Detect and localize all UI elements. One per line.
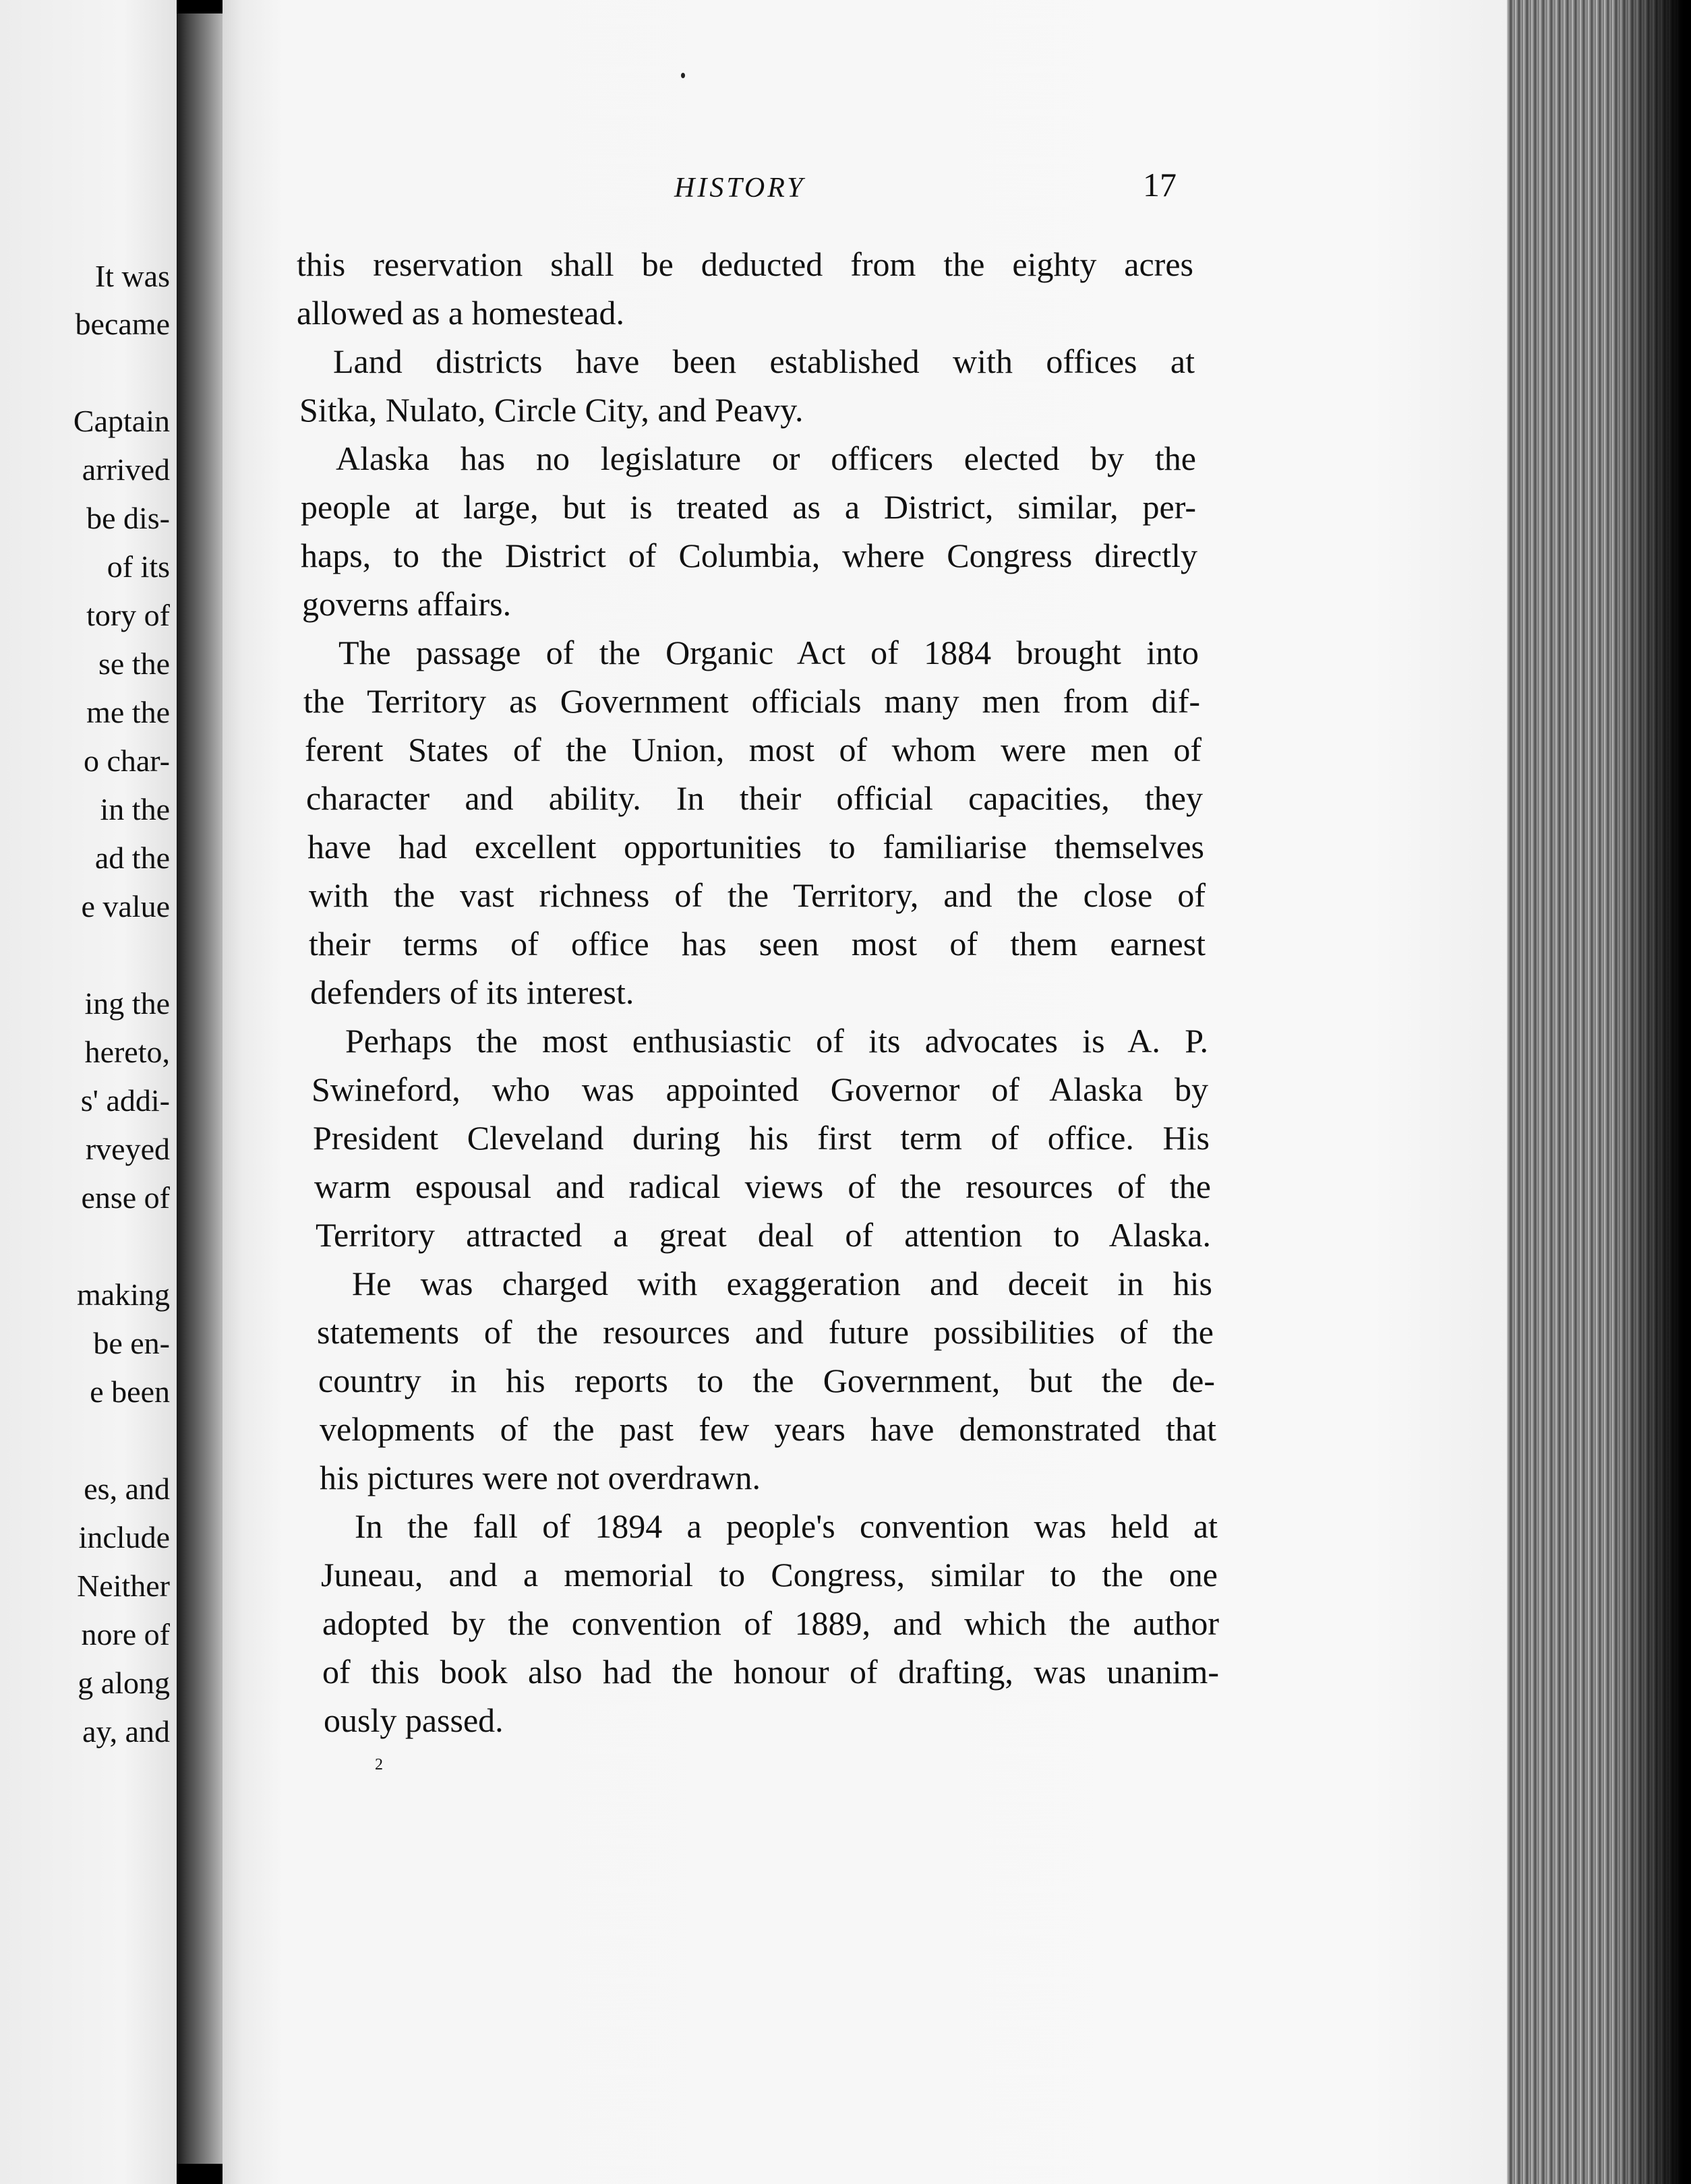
left-page-line: me the: [86, 695, 170, 729]
body-line: their terms of office has seen most of them earnest: [309, 925, 1206, 963]
page-edges: [1507, 0, 1691, 2184]
left-page-line: rveyed: [85, 1132, 170, 1166]
body-line: Perhaps the most enthusiastic of its advocates is A. P.: [345, 1022, 1208, 1060]
left-page-line: in the: [100, 792, 170, 826]
body-line: governs affairs.: [302, 585, 512, 623]
body-line: President Cleveland during his first term of office. His: [313, 1119, 1210, 1157]
body-line: Alaska has no legislature or officers elected by the: [336, 439, 1196, 477]
body-line: adopted by the convention of 1889, and which the author: [322, 1604, 1219, 1642]
left-page-line: ad the: [94, 841, 170, 875]
body-line: The passage of the Organic Act of 1884 brought into: [338, 634, 1199, 671]
running-head: HISTORY: [674, 173, 806, 204]
body-line: character and ability. In their official capacities, they: [306, 779, 1203, 817]
body-line: ferent States of the Union, most of whom were men of: [305, 731, 1202, 768]
left-page-line: g along: [78, 1666, 170, 1700]
left-page-line: es, and: [84, 1472, 170, 1506]
left-page-line: e value: [81, 889, 170, 923]
body-line: with the vast richness of the Territory, and the close of: [309, 876, 1206, 914]
body-line: people at large, but is treated as a District, similar, per-: [301, 488, 1196, 526]
left-page-line: Neither: [77, 1569, 170, 1603]
left-page-line: be en-: [93, 1326, 170, 1360]
body-line: his pictures were not overdrawn.: [320, 1459, 761, 1496]
left-page-line: s' addi-: [80, 1083, 170, 1118]
left-page-line: o char-: [83, 744, 170, 778]
left-page-line: e been: [90, 1374, 170, 1409]
body-line: statements of the resources and future possibilities of the: [317, 1313, 1214, 1351]
body-line: Sitka, Nulato, Circle City, and Peavy.: [299, 391, 804, 429]
body-line: this reservation shall be deducted from the eighty acres: [297, 245, 1193, 283]
body-line: have had excellent opportunities to familiarise themselves: [307, 828, 1204, 866]
left-page-line: ing the: [84, 986, 170, 1021]
body-line: haps, to the District of Columbia, where Congress directly: [301, 537, 1197, 574]
body-line: ously passed.: [324, 1701, 504, 1739]
body-line: Land districts have been established with offices at: [333, 342, 1195, 380]
left-page-line: making: [77, 1277, 170, 1312]
left-page-line: of its: [107, 549, 170, 584]
body-line: defenders of its interest.: [310, 973, 634, 1011]
signature-mark: 2: [375, 1756, 383, 1773]
body-line: Swineford, who was appointed Governor of Alaska by: [312, 1070, 1208, 1108]
left-page-line: be dis-: [86, 501, 170, 535]
body-line: allowed as a homestead.: [297, 294, 624, 332]
body-line: Territory attracted a great deal of attention to Alaska.: [316, 1216, 1211, 1254]
left-page-line: Captain: [73, 404, 170, 438]
body-line: warm espousal and radical views of the resources of the: [314, 1167, 1211, 1205]
left-page-line: hereto,: [84, 1035, 170, 1069]
left-page-line: became: [75, 307, 170, 341]
body-line: Juneau, and a memorial to Congress, similar to the one: [321, 1556, 1218, 1594]
body-line: country in his reports to the Government, but the de-: [318, 1362, 1215, 1399]
body-line: of this book also had the honour of drafting, was unanim-: [322, 1653, 1219, 1691]
left-page-line: include: [78, 1520, 170, 1554]
body-line: He was charged with exaggeration and deceit in his: [352, 1265, 1212, 1302]
left-page-line: ay, and: [82, 1714, 170, 1749]
left-page-line: It was: [94, 259, 170, 293]
left-page-line: ense of: [81, 1180, 170, 1215]
left-page-line: arrived: [82, 452, 170, 487]
left-page: [0, 0, 177, 2184]
body-line: In the fall of 1894 a people's convention was held at: [355, 1507, 1218, 1545]
left-page-line: tory of: [86, 598, 170, 632]
paper-speck: [681, 73, 685, 78]
body-line: velopments of the past few years have demonstrated that: [320, 1410, 1216, 1448]
left-page-line: se the: [98, 646, 170, 681]
page-number: 17: [1143, 166, 1177, 204]
left-page-line: nore of: [81, 1617, 170, 1651]
body-line: the Territory as Government officials many men from dif-: [303, 682, 1200, 720]
